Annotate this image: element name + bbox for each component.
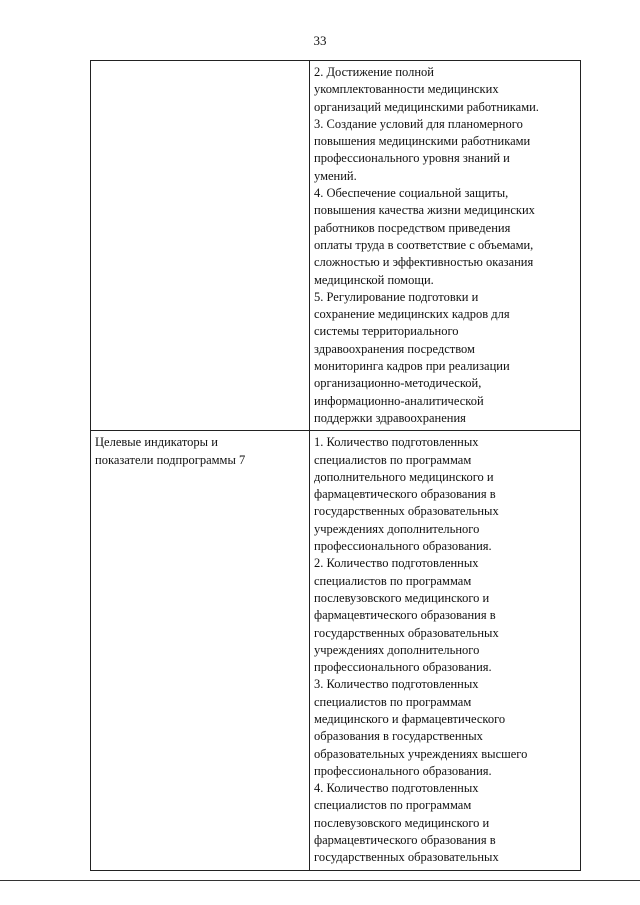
list-item: 4. Количество подготовленных специалистов по программам послевузовского медицинского и фармацевтического образования в государственных образовательных: [314, 781, 499, 865]
program-table: [90, 60, 581, 871]
list-item: 3. Количество подготовленных специалистов по программам медицинского и фармацевтического образования в государственных образовательных учреждениях высшего профессионального образования.: [314, 677, 528, 778]
page-number: 33: [313, 33, 327, 48]
table-row: [91, 431, 581, 870]
table-cell-content: [310, 61, 581, 431]
list-item: 4. Обеспечение социальной защиты, повышения качества жизни медицинских работников посредством приведения оплаты труда в соответствие с объемами, сложностью и эффективностью оказания медицинской помощи.: [314, 186, 535, 287]
list-item: 5. Регулирование подготовки и сохранение медицинских кадров для системы территориального здравоохранения посредством мониторинга кадров при реализации организационно-методической, информационно-аналитической поддержки здравоохранения: [314, 289, 510, 425]
table-cell-label: [91, 431, 310, 870]
list-item: 1. Количество подготовленных специалистов по программам дополнительного медицинского и фармацевтического образования в государственных образовательных учреждениях дополнительного профессионального образования.: [314, 435, 499, 554]
table-cell-label: [91, 61, 310, 431]
list-item: 2. Количество подготовленных специалистов по программам послевузовского медицинского и фармацевтического образования в государственных образовательных учреждениях дополнительного профессионального образования.: [314, 556, 499, 675]
row-label: Целевые индикаторы и показатели подпрограммы 7: [95, 435, 246, 467]
list-item: 3. Создание условий для планомерного повышения медицинскими работниками профессионального уровня знаний и умений.: [314, 116, 531, 183]
page-bottom-rule: [0, 880, 640, 881]
list-item: 2. Достижение полной укомплектованности медицинских организаций медицинскими работниками.: [314, 65, 539, 114]
table-row: [91, 61, 581, 431]
table-cell-content: [310, 431, 581, 870]
